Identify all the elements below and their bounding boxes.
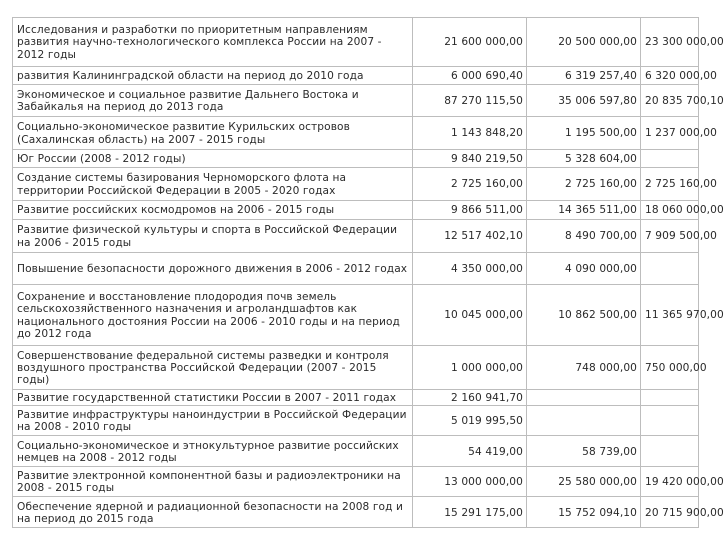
table-row — [13, 253, 699, 285]
program-name-cell: Экономическое и социальное развитие Дальнего Востока и Забайкалья на период до 2013 года — [13, 85, 413, 117]
amount-2008-cell: 9 840 219,50 — [413, 150, 527, 168]
amount-2009-cell: 20 500 000,00 — [527, 18, 641, 67]
program-name-cell: Исследования и разработки по приоритетным направлениям развития научно-технологического комплекса России на 2007 - 2012 годы — [13, 18, 413, 67]
amount-2010-cell: 23 300 000,00 — [641, 18, 699, 67]
amount-2008-cell: 5 019 995,50 — [413, 406, 527, 436]
amount-2010-cell: 11 365 970,00 — [641, 285, 699, 346]
table-row — [13, 220, 699, 253]
budget-table-container — [12, 17, 724, 528]
amount-2009-cell: 5 328 604,00 — [527, 150, 641, 168]
amount-2010-cell — [641, 150, 699, 168]
program-name-cell: Создание системы базирования Черноморского флота на территории Российской Федерации в 2005 - 2020 годах — [13, 168, 413, 201]
amount-2009-cell: 25 580 000,00 — [527, 467, 641, 497]
amount-2010-cell: 7 909 500,00 — [641, 220, 699, 253]
amount-2008-cell: 10 045 000,00 — [413, 285, 527, 346]
amount-2010-cell — [641, 406, 699, 436]
amount-2008-cell: 1 143 848,20 — [413, 117, 527, 150]
amount-2009-cell: 15 752 094,10 — [527, 497, 641, 528]
amount-2010-cell: 19 420 000,00 — [641, 467, 699, 497]
amount-2008-cell: 15 291 175,00 — [413, 497, 527, 528]
amount-2009-cell: 1 195 500,00 — [527, 117, 641, 150]
program-name-cell: Совершенствование федеральной системы разведки и контроля воздушного пространства Российской Федерации (2007 - 2015 годы) — [13, 346, 413, 390]
program-name-cell: Развитие физической культуры и спорта в Российской Федерации на 2006 - 2015 годы — [13, 220, 413, 253]
program-name-cell: Социально-экономическое и этнокультурное развитие российских немцев на 2008 - 2012 годы — [13, 436, 413, 467]
federal-programs-table — [12, 17, 724, 528]
amount-2010-cell: 750 000,00 — [641, 346, 699, 390]
table-row — [13, 346, 699, 390]
table-row — [13, 406, 699, 436]
amount-2009-cell: 748 000,00 — [527, 346, 641, 390]
amount-2010-cell: 6 320 000,00 — [641, 67, 699, 85]
amount-2009-cell: 10 862 500,00 — [527, 285, 641, 346]
program-name-cell: Обеспечение ядерной и радиационной безопасности на 2008 год и на период до 2015 года — [13, 497, 413, 528]
program-name-cell: развития Калининградской области на период до 2010 года — [13, 67, 413, 85]
program-name-cell: Развитие электронной компонентной базы и радиоэлектроники на 2008 - 2015 годы — [13, 467, 413, 497]
amount-2009-cell — [527, 406, 641, 436]
amount-2008-cell: 12 517 402,10 — [413, 220, 527, 253]
table-row — [13, 117, 699, 150]
amount-2009-cell: 4 090 000,00 — [527, 253, 641, 285]
amount-2008-cell: 13 000 000,00 — [413, 467, 527, 497]
program-name-cell: Юг России (2008 - 2012 годы) — [13, 150, 413, 168]
program-name-cell: Развитие инфраструктуры наноиндустрии в Российской Федерации на 2008 - 2010 годы — [13, 406, 413, 436]
table-row — [13, 67, 699, 85]
amount-2009-cell — [527, 390, 641, 406]
amount-2009-cell: 14 365 511,00 — [527, 201, 641, 220]
amount-2008-cell: 87 270 115,50 — [413, 85, 527, 117]
table-row — [13, 467, 699, 497]
table-row — [13, 85, 699, 117]
program-name-cell: Развитие российских космодромов на 2006 - 2015 годы — [13, 201, 413, 220]
table-row — [13, 390, 699, 406]
table-body — [13, 18, 724, 528]
amount-2008-cell: 1 000 000,00 — [413, 346, 527, 390]
amount-2008-cell: 9 866 511,00 — [413, 201, 527, 220]
amount-2010-cell — [641, 253, 699, 285]
amount-2010-cell: 20 835 700,10 — [641, 85, 699, 117]
amount-2008-cell: 2 160 941,70 — [413, 390, 527, 406]
amount-2010-cell: 1 237 000,00 — [641, 117, 699, 150]
program-name-cell: Развитие государственной статистики России в 2007 - 2011 годах — [13, 390, 413, 406]
table-row — [13, 18, 699, 67]
amount-2010-cell — [641, 436, 699, 467]
amount-2010-cell: 2 725 160,00 — [641, 168, 699, 201]
table-row — [13, 285, 699, 346]
program-name-cell: Сохранение и восстановление плодородия почв земель сельскохозяйственного назначения и агроландшафтов как национального достояния России на 2006 - 2010 годы и на период до 2012 года — [13, 285, 413, 346]
table-row — [13, 436, 699, 467]
program-name-cell: Социально-экономическое развитие Курильских островов (Сахалинская область) на 2007 - 2015 годы — [13, 117, 413, 150]
amount-2009-cell: 6 319 257,40 — [527, 67, 641, 85]
amount-2010-cell — [641, 390, 699, 406]
table-row — [13, 497, 699, 528]
amount-2010-cell: 20 715 900,00 — [641, 497, 699, 528]
amount-2008-cell: 4 350 000,00 — [413, 253, 527, 285]
amount-2008-cell: 2 725 160,00 — [413, 168, 527, 201]
amount-2009-cell: 35 006 597,80 — [527, 85, 641, 117]
program-name-cell: Повышение безопасности дорожного движения в 2006 - 2012 годах — [13, 253, 413, 285]
amount-2008-cell: 54 419,00 — [413, 436, 527, 467]
amount-2009-cell: 58 739,00 — [527, 436, 641, 467]
amount-2009-cell: 8 490 700,00 — [527, 220, 641, 253]
amount-2008-cell: 6 000 690,40 — [413, 67, 527, 85]
amount-2008-cell: 21 600 000,00 — [413, 18, 527, 67]
amount-2010-cell: 18 060 000,00 — [641, 201, 699, 220]
table-row — [13, 201, 699, 220]
table-row — [13, 168, 699, 201]
table-row — [13, 150, 699, 168]
amount-2009-cell: 2 725 160,00 — [527, 168, 641, 201]
